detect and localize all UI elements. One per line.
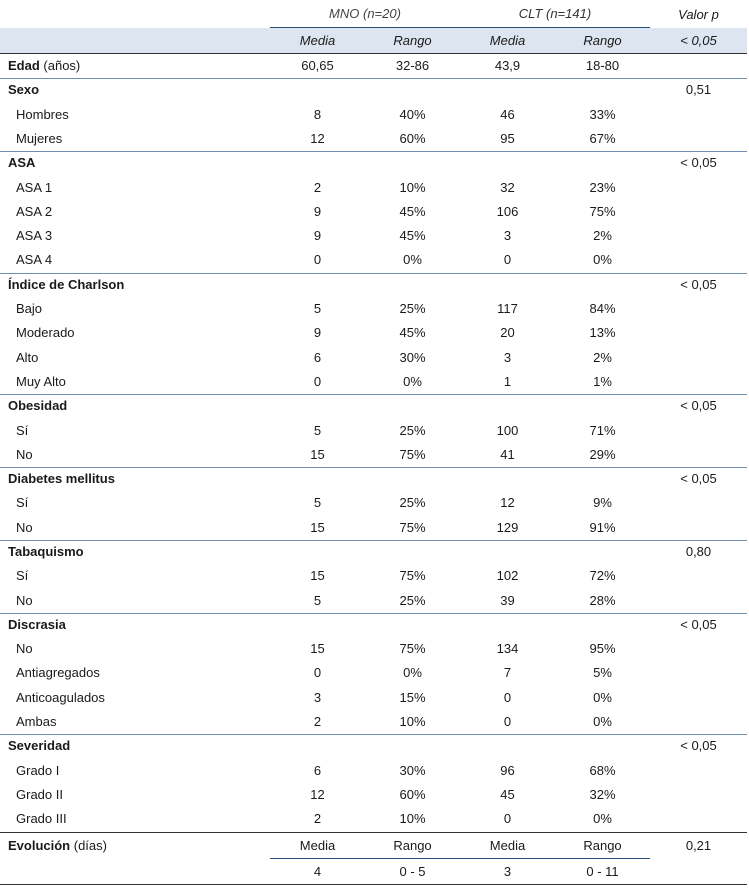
evolucion-value: 4 [313, 864, 322, 879]
cell-value: 9 [313, 204, 322, 219]
p-value: 0,51 [685, 82, 712, 97]
section-divider [0, 467, 747, 468]
cell-value: 0 [313, 252, 322, 267]
cell-value: 43,9 [494, 58, 521, 73]
cell-value: 2 [313, 714, 322, 729]
cell-value: 2% [593, 350, 612, 365]
group-mno-header: MNO (n=20) [329, 6, 401, 21]
cell-value: 129 [496, 520, 519, 535]
cell-value: 0 [503, 252, 512, 267]
cell-value: 15 [310, 568, 325, 583]
cell-value: 75% [399, 641, 426, 656]
cell-value: 10% [399, 811, 426, 826]
cell-value: 71% [589, 423, 616, 438]
cell-value: 9% [593, 495, 612, 510]
evolucion-underline [270, 858, 650, 859]
col-header-media-clt: Media [489, 33, 526, 48]
col-header-media-mno: Media [299, 33, 336, 48]
cell-value: 15 [310, 641, 325, 656]
p-value: < 0,05 [680, 617, 717, 632]
cell-value: 30% [399, 350, 426, 365]
cell-value: 68% [589, 763, 616, 778]
section-divider [0, 151, 747, 152]
row-label: Sí [16, 568, 29, 583]
cell-value: 95% [589, 641, 616, 656]
row-label-unit: (años) [39, 58, 81, 73]
evolucion-col-header: Rango [583, 838, 622, 853]
cell-value: 72% [589, 568, 616, 583]
cell-value: 13% [589, 325, 616, 340]
section-divider [0, 734, 747, 735]
cell-value: 9 [313, 325, 322, 340]
p-value: 0,80 [685, 544, 712, 559]
pvalue-threshold-header: < 0,05 [680, 33, 717, 48]
row-label: ASA 2 [16, 204, 53, 219]
cell-value: 0% [593, 252, 612, 267]
cell-value: 40% [399, 107, 426, 122]
cell-value: 45% [399, 325, 426, 340]
cell-value: 5% [593, 665, 612, 680]
cell-value: 75% [399, 520, 426, 535]
cell-value: 0% [593, 811, 612, 826]
cell-value: 18-80 [585, 58, 620, 73]
cell-value: 25% [399, 423, 426, 438]
cell-value: 10% [399, 180, 426, 195]
cell-value: 10% [399, 714, 426, 729]
cell-value: 9 [313, 228, 322, 243]
cell-value: 6 [313, 350, 322, 365]
table-bottom-rule [0, 884, 747, 885]
section-divider [0, 394, 747, 395]
evolucion-col-header: Rango [393, 838, 432, 853]
evolucion-label-bold: Evolución [8, 838, 71, 853]
cell-value: 0% [403, 252, 422, 267]
cell-value: 20 [500, 325, 515, 340]
p-value: < 0,05 [680, 398, 717, 413]
cell-value: 33% [589, 107, 616, 122]
cell-value: 45% [399, 204, 426, 219]
cell-value: 75% [399, 447, 426, 462]
row-label: Grado III [16, 811, 67, 826]
cell-value: 2 [313, 180, 322, 195]
evolucion-col-header: Media [489, 838, 526, 853]
evolucion-value: 0 - 11 [586, 864, 619, 879]
evolucion-label-unit: (días) [70, 838, 107, 853]
section-title: Sexo [8, 82, 40, 97]
cell-value: 15 [310, 520, 325, 535]
cell-value: 7 [503, 665, 512, 680]
cell-value: 39 [500, 593, 515, 608]
cell-value: 100 [496, 423, 519, 438]
row-label: Antiagregados [16, 665, 100, 680]
cell-value: 2% [593, 228, 612, 243]
evolucion-value: 3 [503, 864, 512, 879]
cell-value: 91% [589, 520, 616, 535]
cell-value: 45 [500, 787, 515, 802]
group-clt-header: CLT (n=141) [518, 6, 592, 21]
row-label: Anticoagulados [16, 690, 105, 705]
evolucion-value: 0 - 5 [399, 864, 426, 879]
cell-value: 15 [310, 447, 325, 462]
cell-value: 5 [313, 593, 322, 608]
p-value: < 0,05 [680, 277, 717, 292]
cell-value: 25% [399, 301, 426, 316]
row-label: Muy Alto [16, 374, 66, 389]
row-label: ASA 1 [16, 180, 53, 195]
cell-value: 5 [313, 423, 322, 438]
cell-value: 12 [310, 787, 325, 802]
row-label: No [16, 641, 33, 656]
section-title: Diabetes mellitus [8, 471, 115, 486]
cell-value: 67% [589, 131, 616, 146]
p-value: < 0,05 [680, 738, 717, 753]
cell-value: 75% [399, 568, 426, 583]
cell-value: 25% [399, 593, 426, 608]
cell-value: 60% [399, 131, 426, 146]
cell-value: 1% [593, 374, 612, 389]
cell-value: 0% [593, 714, 612, 729]
section-title: Obesidad [8, 398, 68, 413]
cell-value: 2 [313, 811, 322, 826]
row-label [8, 58, 80, 74]
cell-value: 0 [503, 811, 512, 826]
row-label: No [16, 520, 33, 535]
cell-value: 1 [503, 374, 512, 389]
cell-value: 45% [399, 228, 426, 243]
cell-value: 60% [399, 787, 426, 802]
row-label: No [16, 447, 33, 462]
cell-value: 29% [589, 447, 616, 462]
cell-value: 23% [589, 180, 616, 195]
cell-value: 25% [399, 495, 426, 510]
cell-value: 0 [503, 714, 512, 729]
cell-value: 5 [313, 301, 322, 316]
row-label: No [16, 593, 33, 608]
section-divider [0, 613, 747, 614]
col-header-rango-mno: Rango [393, 33, 432, 48]
cell-value: 46 [500, 107, 515, 122]
cell-value: 95 [500, 131, 515, 146]
row-label: Ambas [16, 714, 57, 729]
table-header-groups [0, 0, 747, 28]
section-title: Discrasia [8, 617, 66, 632]
cell-value: 32% [589, 787, 616, 802]
section-divider [0, 540, 747, 541]
section-divider [0, 78, 747, 79]
cell-value: 3 [313, 690, 322, 705]
cell-value: 134 [496, 641, 519, 656]
cell-value: 5 [313, 495, 322, 510]
row-label: ASA 4 [16, 252, 53, 267]
table-header-columns [0, 28, 747, 53]
row-label: Grado II [16, 787, 63, 802]
row-label: Sí [16, 423, 29, 438]
section-title: Índice de Charlson [8, 277, 125, 292]
cell-value: 60,65 [301, 58, 334, 73]
row-label: Alto [16, 350, 39, 365]
cell-value: 12 [310, 131, 325, 146]
cell-value: 6 [313, 763, 322, 778]
row-label-bold: Edad [8, 58, 40, 73]
cell-value: 32 [500, 180, 515, 195]
section-divider [0, 832, 747, 833]
header-bottom-rule [0, 53, 747, 54]
cell-value: 102 [496, 568, 519, 583]
cell-value: 12 [500, 495, 515, 510]
row-label: Moderado [16, 325, 75, 340]
cell-value: 32-86 [395, 58, 430, 73]
cell-value: 0 [503, 690, 512, 705]
row-label: Sí [16, 495, 29, 510]
cell-value: 30% [399, 763, 426, 778]
cell-value: 15% [399, 690, 426, 705]
evolucion-label [8, 838, 107, 854]
cell-value: 8 [313, 107, 322, 122]
evolucion-col-header: Media [299, 838, 336, 853]
row-label: Bajo [16, 301, 43, 316]
cell-value: 96 [500, 763, 515, 778]
cell-value: 0% [403, 665, 422, 680]
section-title: Severidad [8, 738, 71, 753]
cell-value: 3 [503, 228, 512, 243]
cell-value: 0% [593, 690, 612, 705]
row-label: Mujeres [16, 131, 63, 146]
cell-value: 117 [497, 301, 518, 316]
row-label: ASA 3 [16, 228, 53, 243]
section-title: ASA [8, 155, 36, 170]
cell-value: 0 [313, 665, 322, 680]
section-divider [0, 273, 747, 274]
p-value: < 0,05 [680, 471, 717, 486]
section-title: Tabaquismo [8, 544, 84, 559]
cell-value: 84% [589, 301, 616, 316]
cell-value: 0 [313, 374, 322, 389]
cell-value: 75% [589, 204, 616, 219]
row-label: Hombres [16, 107, 69, 122]
p-value: 0,21 [685, 838, 712, 853]
row-label: Grado I [16, 763, 60, 778]
cell-value: 41 [500, 447, 515, 462]
cell-value: 28% [589, 593, 616, 608]
cell-value: 106 [496, 204, 519, 219]
cell-value: 0% [403, 374, 422, 389]
cell-value: 3 [503, 350, 512, 365]
col-header-rango-clt: Rango [583, 33, 622, 48]
pvalue-header: Valor p [678, 7, 719, 22]
p-value: < 0,05 [680, 155, 717, 170]
